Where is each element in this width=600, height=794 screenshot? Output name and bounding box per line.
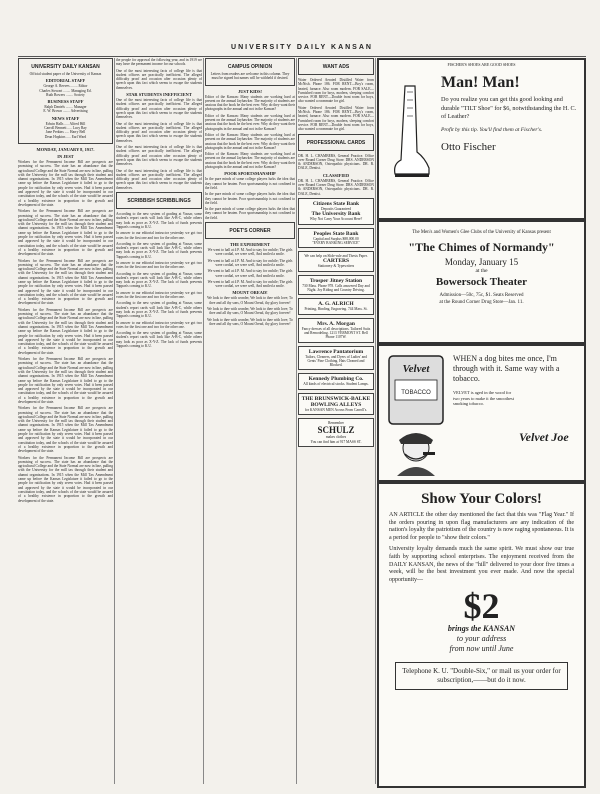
subscribe-box: Telephone K. U. "Double-Six," or mail us your order for subscription,——but do it now.: [395, 662, 568, 690]
poem-title: THE EXPERIMENT: [229, 242, 271, 248]
want-ads-text: Water Ordered Aerated Distilled Water from McNish. Phone 186. FOR RENT—Boy's room, heated, furnace. Also room modern. FOR SALE—Furnished room for boys, modern, sleeping comfort service. FOR RENT—Double front room for boys, also wanted a roommate for girl.: [298, 105, 374, 132]
editorial-text: Workers for the Permanent Income Bill are prospects are promising of success. The state has an abundance that the agricultural College and the State Normal are now in line, pulling with the University for the mill tax through their student and alumni organizations. In 1915 when the Mill Tax Amendment came up before the Kansas Legislature it failed to go to the people for ratification by only seven votes. Had it been passed and approved by the state it would be incorporated in our constitution today, and the schools of the state would be assured of a healthy existence in proportion to the growth and development of the state.: [18, 209, 113, 257]
morgan-card: [298, 318, 374, 343]
fischer-tag: FISCHER'S SHOES ARE GOOD SHOES: [447, 62, 516, 67]
section-heading: PROFESSIONAL CARDS: [306, 139, 366, 146]
trosper-sub: 730 Mass. Phone 978. Calls answered Day and Night. Joy Riding and Country Driving.: [302, 283, 370, 293]
carters-name: CARTERS: [322, 258, 350, 265]
article-text: Editor of the Kansan: Many students are working hard at present on the annual Jayhawker. The majority of students are anxious that the book be the best ever. Why do they want their photographs in the annual and not in the Kansan?: [205, 113, 295, 131]
column-4: [298, 58, 374, 784]
editorial-text: Workers for the Permanent Income Bill are prospects are promising of success. The state has an abundance that the agricultural College and the State Normal are now in line, pulling with the University for the mill tax through their student and alumni organizations. In 1915 when the Mill Tax Amendment came up before the Kansas Legislature it failed to go to the people for ratification by only seven votes. Had it been passed and approved by the state it would be incorporated in our constitution today, and the schools of the state would be assured of a healthy existence in proportion to the growth and development of the state.: [18, 406, 113, 454]
trosper-card: [298, 275, 374, 296]
chimes-at: at the: [475, 268, 488, 274]
article-text: According to the new system of grading at Vassar, some student's report cards will look like A-B-C, while others may look as poor as X-Y-Z. The lack of funds prevents Tappan's coming to K.U.: [116, 331, 202, 349]
fischer-title: Man! Man!: [441, 74, 520, 91]
poets-corner-box: [205, 222, 295, 239]
campus-opinion-box: [205, 58, 295, 86]
staff-heading: EDITORIAL STAFF: [45, 78, 86, 84]
lawrence-name: Lawrence Pantatorium: [308, 348, 364, 355]
price: $2: [463, 586, 500, 627]
velvet-joe-portrait-icon: [387, 428, 445, 476]
kennedy-name: Kennedy Plumbing Co.: [308, 376, 364, 383]
chimes-venue: Bowersock Theater: [435, 276, 528, 288]
article-text: In answer to our editorial instructor yesterday we got two votes for the first one and two for the other one.: [116, 320, 202, 329]
carters-card: [298, 251, 374, 272]
fischer-signature: Otto Fischer: [441, 140, 496, 153]
bank-name: Peoples State Bank: [313, 230, 359, 237]
poem-text: We look to thee with wonder, We look to thee with love; To thee and all thy sons, O Mount Oread, thy glory forever!: [207, 306, 293, 316]
brunswick-card: [298, 393, 374, 415]
classified-text: DR. H. L. CHAMBERS, General Practice. Office over Round Corner Drug Store. DRS. ANDERSON & ANDERSON, Osteopathic physicians. DR. R. DALE, Dentist.: [298, 178, 374, 196]
velvet-text: WHEN a dog bites me once, I'm through with it. Same way with a tobacco.: [453, 354, 560, 383]
colors-body: AN ARTICLE the other day mentioned the fact that this was "Flag Year." If the orders pouring in upon flag manufacturers are any indication of the nation's loyalty the patriotism of the country is now raging spontaneous. It is a period for people to "show their colors.": [389, 512, 574, 541]
editorial-text: Workers for the Permanent Income Bill are prospects are promising of success. The state has an abundance that the agricultural College and the State Normal are now in line, pulling with the University for the mill tax through their student and alumni organizations. In 1915 when the Mill Tax Amendment came up before the Kansas Legislature it failed to go to the people for ratification by only seven votes. Had it been passed and approved by the state it would be incorporated in our constitution today, and the schools of the state would be assured of a healthy existence in proportion to the growth and development of the state.: [18, 307, 113, 355]
article-text: In answer to our editorial instructor yesterday we got two votes for the first one and two for the other one.: [116, 260, 202, 270]
article-text: According to the new system of grading at Vassar, some student's report cards will look like A-B-C, while others may look as poor as X-Y-Z. The lack of funds prevents Tappan's coming to K.U.: [116, 212, 202, 229]
masthead: UNIVERSITY DAILY KANSAN: [18, 44, 586, 57]
chimes-pre: The Men's and Women's Glee Clubs of the University of Kansas present: [412, 230, 551, 235]
column-rule: [114, 58, 115, 784]
article-text: According to the new system of grading at Vassar, some student's report cards will look like A-B-C, while others may look as poor as X-Y-Z. The lack of funds prevents Tappan's coming to K.U.: [116, 301, 202, 319]
column-2: [116, 58, 202, 784]
article-text: One of the most interesting facts of college life is that student officers are practically inefficient. The alleged difficulty proof and occasion after occasion plenty of speech upon this fact which seems to escape the students themselves.: [116, 168, 202, 190]
bank-sub: Capital and Surplus $88,000.00: [313, 236, 359, 241]
chimes-prices: Admission—50c, 75c, $1. Seats Reserved: [439, 293, 524, 298]
article-text: In the pure minds of some college players lurks the idea that they cannot be beaten. Poor sportsmanship is not confined to the field.: [205, 177, 295, 190]
staff-heading: BUSINESS STAFF: [47, 99, 84, 105]
colors-ad: [377, 482, 586, 788]
bank-sub: Deposits Guaranteed: [320, 206, 352, 211]
fischer-ad: [377, 58, 586, 220]
tin-label: TOBACCO: [401, 390, 431, 396]
schulz-pre: Remember: [328, 420, 344, 425]
alrich-sub: Printing, Binding, Engraving. 744 Mass. St.: [304, 307, 368, 312]
article-text: One of the most interesting facts of college life is that student officers are practically inefficient. The alleged difficulty proof and occasion after occasion plenty of speech upon this fact which seems to escape the students themselves.: [116, 145, 202, 167]
article-text: Editor of the Kansan: Many students are working hard at present on the annual Jayhawker. The majority of students are anxious that the book be the best ever. Why do they want their photographs in the annual and not in the Kansan?: [205, 132, 295, 150]
colors-body: University loyalty demands much the same spirit. We must show our true faith by supporting school enterprises. The enjoyment received from the DAILY KANSAN, the news of the "hill" delivered to your door five times a week, will be the best investment you ever made. And now the special opportunity—: [389, 546, 574, 583]
poem-text: We went to hall at 4 P. M. And to stay for awhile; The girls were cordial, we were well, And smiled a smile.: [207, 248, 293, 257]
article-text: One of the most interesting facts of college life is that student officers are practically inefficient. The alleged difficulty proof and occasion after occasion plenty of speech upon this fact which seems to escape the students themselves.: [116, 98, 202, 120]
article-text: Editor of the Kansan: Many students are working hard at present on the annual Jayhawker. The majority of students are anxious that the book be the best ever. Why do they want their photographs in the annual and not in the Kansan?: [205, 152, 295, 170]
brunswick-sub: for KANSAN MEN Across From Carroll's.: [304, 407, 368, 412]
editorial-text: Workers for the Permanent Income Bill are prospects are promising of success. The state has an abundance that the agricultural College and the State Normal are now in line, pulling with the University for the mill tax through their student and alumni organizations. In 1915 when the Mill Tax Amendment came up before the Kansas Legislature it failed to go to the people for ratification by only seven votes. Had it been passed and approved by the state it would be incorporated in our constitution today, and the schools of the state would be assured of a healthy existence in proportion to the growth and development of the state.: [18, 159, 113, 207]
morgan-name: Mrs. A. Morgan: [317, 320, 355, 327]
price-from: from now until June: [449, 644, 514, 654]
chimes-ad: [377, 220, 586, 344]
poem-text: We went to hall at 4 P. M. And to stay for awhile; The girls were cordial, we were well, And smiled a smile.: [207, 258, 293, 267]
velvet-ad: [377, 344, 586, 482]
section-box: [116, 192, 202, 209]
poem-text: We look to thee with wonder, We look to thee with love; To thee and all thy sons, O Mount Oread, thy glory forever!: [207, 296, 293, 305]
staff-list: George A. Reeves ........ Editor Charles Stewart ........ Managing Ed. Ruth Bowers ........ Society: [39, 84, 92, 97]
prof-cards-box: [298, 134, 374, 151]
fischer-foot: Profit by this tip. You'll find them at Fischer's.: [441, 126, 543, 133]
velvet-signature: Velvet Joe: [519, 430, 569, 444]
article-text: According to the new system of grading at Vassar, some student's report cards will look like A-B-C, while others may look as poor as X-Y-Z. The lack of funds prevents Tappan's coming to K.U.: [116, 271, 202, 289]
paper-subtitle: Official student paper of the University of Kansas: [29, 72, 102, 76]
alrich-card: [298, 298, 374, 314]
want-ads-text: Water Ordered Aerated Distilled Water from McNish. Phone 186. FOR RENT—Boy's room, heated, furnace. Also room modern. FOR SALE—Furnished room for boys, modern, sleeping comfort service. FOR RENT—Double front room for boys, also wanted a roommate for girl.: [298, 78, 374, 104]
alrich-name: A. G. ALRICH: [318, 301, 354, 308]
tin-label: Velvet: [402, 363, 430, 375]
section-heading: WANT ADS: [322, 64, 350, 70]
editorial-text: Workers for the Permanent Income Bill are prospects are promising of success. The state has an abundance that the agricultural College and the State Normal are now in line, pulling with the University for the mill tax through their student and alumni organizations. In 1915 when the Mill Tax Amendment came up before the Kansas Legislature it failed to go to the people for ratification by only seven votes. Had it been passed and approved by the state it would be incorporated in our constitution today, and the schools of the state would be assured of a healthy existence in proportion to the growth and development of the state.: [18, 258, 113, 306]
article-text: In the pure minds of some college players lurks the idea that they cannot be beaten. Poor sportsmanship is not confined to the field.: [205, 192, 295, 205]
bank-card: [298, 228, 374, 249]
shoe-icon: [391, 82, 431, 182]
fischer-body: Do you realize you can get this good looking and durable "TILT Shoe" for $6, notwithstanding the H. C. of Leather?: [441, 96, 577, 120]
article-text: One of the most interesting facts of college life is that student officers are practically inefficient. The alleged difficulty proof and occasion after occasion plenty of speech upon this fact which seems to escape the students themselves.: [116, 121, 202, 143]
article-text: According to the new system of grading at Vassar, some student's report cards will look like A-B-C, while others may look as poor as X-Y-Z. The lack of funds prevents Tappan's coming to K.U.: [116, 241, 202, 259]
date-line: MONDAY, JANUARY 8, 1917.: [36, 146, 95, 152]
prof-cards-text: DR. H. L. CHAMBERS, General Practice. Office over Round Corner Drug Store. DRS. ANDERSON & ANDERSON, Osteopathic physicians. DR. R. DALE, Dentist.: [298, 153, 374, 171]
editorial-heading: IN JEST: [57, 153, 74, 159]
section-note: Letters from readers are welcome in this column. They must be signed but names will be withheld if desired.: [210, 72, 290, 81]
article-text: One of the most interesting facts of college life is that student officers are practically inefficient. The alleged difficulty proof and occasion after occasion plenty of speech upon this fact which seems to escape the students themselves.: [116, 68, 202, 90]
chimes-title: "The Chimes of Normandy": [408, 240, 555, 254]
bank-card: [298, 198, 374, 225]
poem-text: We went to hall at 4 P. M. And to stay for awhile; The girls were cordial, we were well, And smiled a smile.: [207, 269, 293, 278]
bank-name: The University Bank: [311, 211, 361, 218]
fischer-copy: [441, 74, 579, 153]
chimes-where: at the Round Corner Drug Store—Jan. 11.: [439, 300, 524, 305]
bank-tagline: "EVERY BANKING SERVICE": [312, 240, 360, 245]
lawrence-sub: Tailors, Cleaners, and Dyers of Ladies' and Gents' Fine Clothing. Hats Cleaned and Blocked.: [305, 354, 367, 368]
column-rule: [375, 58, 376, 784]
chimes-date: Monday, January 15: [444, 257, 519, 267]
staff-heading: NEWS STAFF: [51, 115, 80, 121]
staff-list: Edwin Halls ..... Alfred Hill Carroll Bennett ..... Lucy Ray Jane Perkins ..... Harry Bell Dean Hopkins ..... Earl Ward: [44, 121, 87, 139]
classified-heading: CLASSIFIED: [322, 172, 350, 178]
poem-text: We look to thee with wonder, We look to thee with love; To thee and all thy sons, O Mount Oread, thy glory forever!: [207, 317, 293, 326]
kennedy-sub: All kinds of electrical stocks. Student Lamps.: [303, 382, 369, 387]
article-text: Editor of the Kansan: Many students are working hard at present on the annual Jayhawker. The majority of students are anxious that the book be the best ever. Why do they want their photographs in the annual and not in the Kansan?: [205, 94, 295, 112]
article-heading: SCRIBBISH SCRIBBLINGS: [127, 198, 191, 205]
bank-sub: Why Not Carry Your Account Here?: [309, 217, 363, 222]
article-text: In answer to our editorial instructor yesterday we got two votes for the first one and two for the other one.: [116, 231, 202, 240]
article-text: In the pure minds of some college players lurks the idea that they cannot be beaten. Poor sportsmanship is not confined to the field.: [205, 207, 295, 220]
bank-name: Citizens State Bank: [312, 200, 360, 207]
article-text: In answer to our editorial instructor yesterday we got two votes for the first one and two for the other one.: [116, 290, 202, 300]
tobacco-tin-icon: [387, 354, 445, 426]
column-rule: [203, 58, 204, 784]
morgan-sub: Fancy dresses of all descriptions. Tailored Suits and Remodeling. 1213 VERMONT ST. Bell Phone 1107W.: [301, 326, 371, 340]
masthead-box: [18, 58, 113, 144]
editorial-text: Workers for the Permanent Income Bill are prospects are promising of success. The state has an abundance that the agricultural College and the State Normal are now in line, pulling with the University for the mill tax through their student and alumni organizations. In 1915 when the Mill Tax Amendment came up before the Kansas Legislature it failed to go to the people for ratification by only seven votes. Had it been passed and approved by the state it would be incorporated in our constitution today, and the schools of the state would be assured of a healthy existence in proportion to the growth and development of the state.: [18, 455, 113, 503]
column-rule: [296, 58, 297, 784]
lawrence-card: [298, 346, 374, 371]
schulz-card: [298, 418, 374, 447]
article-heading: JUST KIDS!: [238, 88, 262, 94]
velvet-small: VELVET is aged in the wood for two years to make it the smoothest smoking tobacco.: [453, 390, 514, 406]
section-heading: CAMPUS OPINION: [227, 64, 273, 70]
price-to: to your address: [456, 634, 507, 644]
colors-title: Show Your Colors!: [421, 491, 542, 507]
poem-text: We went to hall at 4 P. M. And to stay for awhile; The girls were cordial, we were well, And smiled a smile.: [207, 279, 293, 289]
article-heading: POOR SPORTSMANSHIP: [224, 171, 276, 177]
section-heading: POET'S CORNER: [229, 228, 271, 235]
price-bring: brings the KANSAN: [447, 624, 516, 634]
paper-title: UNIVERSITY DAILY KANSAN: [31, 64, 100, 70]
schulz-address: You can find him at 917 MASS ST.: [310, 439, 362, 444]
brunswick-name: THE BRUNSWICK-BALKE BOWLING ALLEYS: [301, 395, 371, 408]
column-1: [18, 58, 113, 784]
article-heading: STAR STUDENTS INEFFICIENT: [126, 92, 192, 98]
schulz-sub: makes clothes: [325, 435, 347, 440]
velvet-copy: [453, 354, 579, 444]
editorial-text: Workers for the Permanent Income Bill are prospects are promising of success. The state has an abundance that the agricultural College and the State Normal are now in line, pulling with the University for the mill tax through their student and alumni organizations. In 1915 when the Mill Tax Amendment came up before the Kansas Legislature it failed to go to the people for ratification by only seven votes. Had it been passed and approved by the state it would be incorporated in our constitution today, and the schools of the state would be assured of a healthy existence in proportion to the growth and development of the state.: [18, 357, 113, 404]
want-ads-box: [298, 58, 374, 75]
carters-text: We can help on Slide-rule and Thesis Paper.: [304, 254, 368, 259]
poem-title: MOUNT OREAD!: [232, 290, 268, 296]
kennedy-card: [298, 373, 374, 389]
staff-list: Ralph Daniels ........ Manager E. W. Brown ........ Advertising: [43, 105, 88, 114]
schulz-name: SCHULZ: [317, 425, 355, 436]
article-text: the people for approval the following year, and in 1919 we may have the permanent income for our schools.: [116, 58, 202, 67]
trosper-name: Trosper Jitney Station: [309, 277, 363, 284]
carters-sub: Stationery & Typewriters: [317, 264, 355, 269]
column-3: [205, 58, 295, 784]
